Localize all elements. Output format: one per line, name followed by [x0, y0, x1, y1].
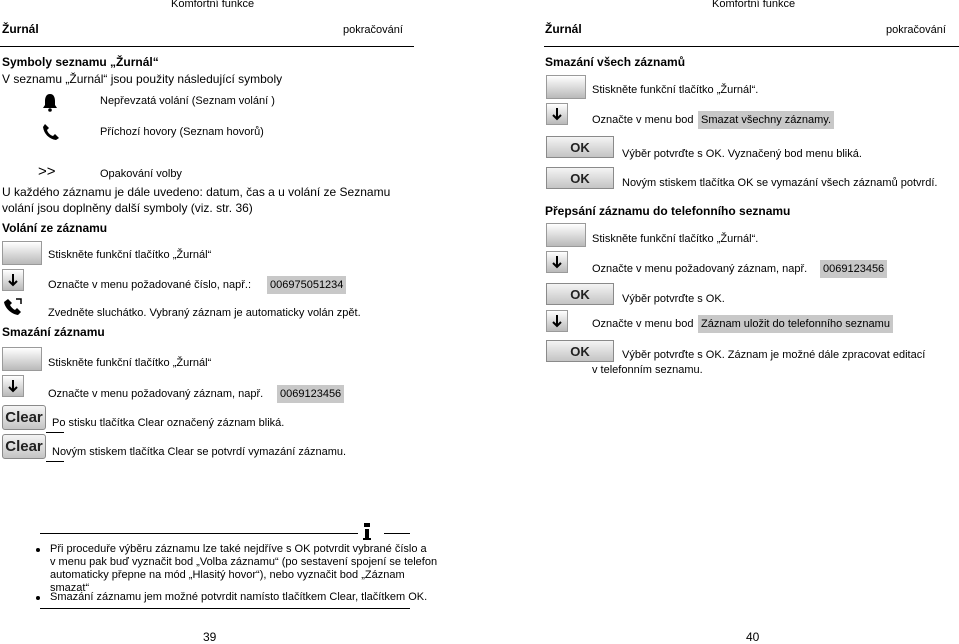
da-step3: Výběr potvrďte s OK. Vyznačený bod menu bliká.: [622, 148, 862, 160]
down-arrow-key-icon: [546, 251, 568, 273]
down-arrow-key-icon: [546, 310, 568, 332]
note-line1: Při proceduře výběru záznamu lze také nejdříve s OK potvrdit vybrané číslo a: [50, 543, 427, 555]
step-divider: [46, 461, 64, 462]
left-header-title: Žurnál: [2, 22, 39, 36]
ow-step2-text: Označte v menu požadovaný záznam, např.: [592, 263, 808, 275]
note-bottom-rule: [40, 608, 410, 609]
ok-key-icon: OK: [546, 167, 614, 189]
ok-key-icon: OK: [546, 283, 614, 305]
symbol-incoming-label: Příchozí hovory (Seznam hovorů): [100, 126, 264, 138]
ow-step5-line1: Výběr potvrďte s OK. Záznam je možné dále zpracovat editací: [622, 349, 926, 361]
ow-step2-value: 0069123456: [820, 260, 887, 278]
call-title: Volání ze záznamu: [2, 221, 108, 235]
info-icon: [360, 523, 374, 541]
ok-key-icon: OK: [546, 340, 614, 362]
call-step2-text: Označte v menu požadované číslo, např.:: [48, 279, 252, 291]
redial-icon: >>: [38, 163, 56, 180]
ok-key-icon: OK: [546, 136, 614, 158]
da-step2-value: Smazat všechny záznamy.: [698, 111, 834, 129]
symbols-title: Symboly seznamu „Žurnál“: [2, 55, 159, 69]
ow-step3: Výběr potvrďte s OK.: [622, 293, 725, 305]
note-line3: automaticky přepne na mód „Hlasitý hovor“), nebo vyznačit bod „Záznam: [50, 569, 405, 581]
call-step1: Stiskněte funkční tlačítko „Žurnál“: [48, 249, 212, 261]
call-step3: Zvedněte sluchátko. Vybraný záznam je automaticky volán zpět.: [48, 307, 361, 319]
right-page-number: 40: [746, 630, 760, 644]
delete-step4: Novým stiskem tlačítka Clear se potvrdí vymazání záznamu.: [52, 446, 347, 458]
ow-step5-line2: v telefonním seznamu.: [592, 364, 703, 376]
right-header-rule: [544, 46, 959, 47]
function-key-icon: [546, 75, 586, 99]
note-bullet: [36, 596, 40, 600]
para-line2: volání jsou doplněny další symboly (viz. str. 36): [2, 201, 253, 215]
note-line2: v menu pak buď vyznačit bod „Volba záznamu“ (po sestavení spojení se telefon: [50, 556, 438, 568]
left-header-center: Komfortní funkce: [171, 0, 255, 10]
symbol-missed-label: Nepřevzatá volání (Seznam volání ): [100, 95, 275, 107]
function-key-icon: [546, 223, 586, 247]
delete-step2-text: Označte v menu požadovaný záznam, např.: [48, 388, 264, 400]
da-step2-text: Označte v menu bod: [592, 114, 694, 126]
ow-step4-text: Označte v menu bod: [592, 318, 694, 330]
delete-all-title: Smazání všech záznamů: [545, 55, 686, 69]
ow-step4-value: Záznam uložit do telefonního seznamu: [698, 315, 893, 333]
call-step2-value: 006975051234: [267, 276, 346, 294]
ow-step1: Stiskněte funkční tlačítko „Žurnál“.: [592, 233, 759, 245]
delete-step2-value: 0069123456: [277, 385, 344, 403]
clear-key-icon: Clear: [2, 434, 46, 459]
overwrite-title: Přepsání záznamu do telefonního seznamu: [545, 204, 791, 218]
bell-icon: [40, 92, 60, 112]
delete-step1: Stiskněte funkční tlačítko „Žurnál“: [48, 357, 212, 369]
left-header-right: pokračování: [343, 24, 403, 36]
note-bullet: [36, 548, 40, 552]
down-arrow-key-icon: [2, 269, 24, 291]
step-divider: [46, 432, 64, 433]
symbol-redial-label: Opakování volby: [100, 168, 182, 180]
function-key-icon: [2, 241, 42, 265]
da-step4: Novým stiskem tlačítka OK se vymazání všech záznamů potvrdí.: [622, 177, 938, 189]
left-page-number: 39: [203, 630, 217, 644]
left-header-rule: [0, 46, 414, 47]
right-header-right: pokračování: [886, 24, 946, 36]
symbols-intro: V seznamu „Žurnál“ jsou použity následující symboly: [2, 72, 283, 86]
right-header-title: Žurnál: [545, 22, 582, 36]
lift-handset-icon: [2, 296, 24, 318]
note-line4: smazat“: [50, 582, 90, 594]
delete-title: Smazání záznamu: [2, 325, 105, 339]
right-header-center: Komfortní funkce: [712, 0, 796, 10]
para-line1: U každého záznamu je dále uvedeno: datum, čas a u volání ze Seznamu: [2, 185, 391, 199]
note-top-rule-right: [384, 533, 410, 534]
down-arrow-key-icon: [2, 375, 24, 397]
note-top-rule-left: [40, 533, 358, 534]
note-line5: Smazání záznamu jem možné potvrdit namísto tlačítkem Clear, tlačítkem OK.: [50, 591, 428, 603]
down-arrow-key-icon: [546, 103, 568, 125]
clear-key-icon: Clear: [2, 405, 46, 430]
function-key-icon: [2, 347, 42, 371]
delete-step3: Po stisku tlačítka Clear označený záznam bliká.: [52, 417, 285, 429]
da-step1: Stiskněte funkční tlačítko „Žurnál“.: [592, 84, 759, 96]
handset-icon: [42, 123, 60, 141]
